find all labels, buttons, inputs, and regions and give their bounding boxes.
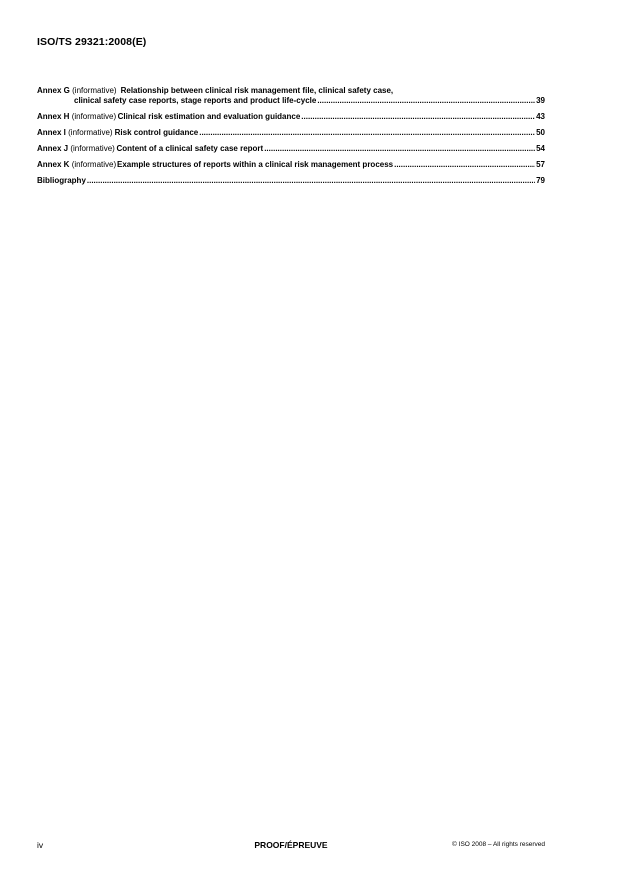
toc-entry-annex-j[interactable] [37,144,545,154]
toc-title: Relationship between clinical risk management file, clinical safety case, [120,86,394,95]
toc-title: Risk control guidance [114,127,199,137]
toc-label: Annex J [37,143,69,153]
toc-line [37,86,545,96]
table-of-contents [37,86,545,192]
toc-qualifier: (informative) [70,143,115,153]
page-footer [37,840,545,852]
dot-leader [264,144,535,154]
toc-label: Bibliography [37,175,86,185]
toc-entry-annex-g[interactable] [37,86,545,105]
dot-leader [199,128,535,138]
toc-label: Annex H [37,111,70,121]
footer-copyright: © ISO 2008 – All rights reserved [452,841,545,848]
toc-page-number: 39 [536,95,545,105]
toc-label: Annex G [37,86,70,95]
document-id: ISO/TS 29321:2008(E) [37,36,147,48]
toc-qualifier: (informative) [68,127,113,137]
toc-page-number: 79 [536,175,545,185]
toc-entry-annex-k[interactable] [37,160,545,170]
footer-page-number: iv [37,840,44,850]
dot-leader [301,112,535,122]
toc-qualifier: (informative) [72,86,117,95]
toc-label: Annex K [37,159,70,169]
toc-label: Annex I [37,127,66,137]
toc-page-number: 57 [536,159,545,169]
toc-entry-annex-h[interactable] [37,112,545,122]
dot-leader [394,160,535,170]
toc-entry-bibliography[interactable] [37,176,545,186]
dot-leader [317,96,535,106]
toc-qualifier: (informative) [71,111,117,121]
toc-qualifier: (informative) [71,159,117,169]
toc-entry-annex-i[interactable] [37,128,545,138]
dot-leader [87,176,535,186]
toc-title: Clinical risk estimation and evaluation guidance [117,111,301,121]
toc-title: Example structures of reports within a clinical risk management process [117,159,394,169]
toc-page-number: 43 [536,111,545,121]
toc-line [37,112,545,122]
footer-proof-label: PROOF/ÉPREUVE [254,840,328,850]
toc-title: Content of a clinical safety case report [116,143,264,153]
toc-line-continuation [37,96,545,106]
toc-line [37,160,545,170]
toc-line [37,128,545,138]
toc-page-number: 50 [536,127,545,137]
toc-title-continued: clinical safety case reports, stage reports and product life-cycle [74,95,317,105]
toc-line [37,176,545,186]
toc-page-number: 54 [536,143,545,153]
toc-line [37,144,545,154]
